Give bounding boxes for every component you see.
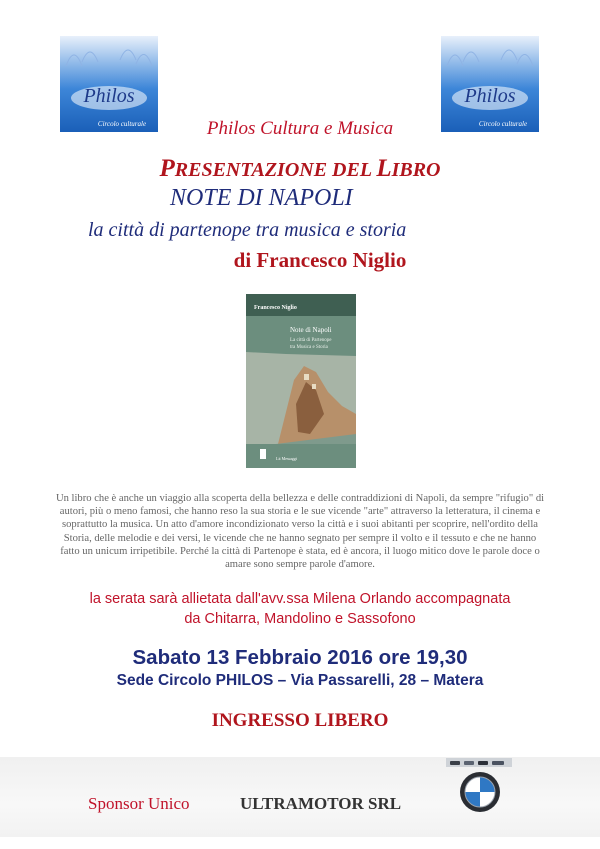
presentation-text-1: RESENTAZIONE DEL [174, 159, 377, 181]
book-author: di Francesco Niglio [233, 248, 407, 272]
organization-name: Philos Cultura e Musica [206, 118, 394, 139]
evening-note [40, 589, 560, 629]
book-description: Un libro che è anche un viaggio alla scoperta della bellezza e delle contraddizioni di Napoli, da sempre "rifugio" di autori, più o meno famosi, che hanno reso la sua storia e le sue vicende "arte" attraverso la letteratura, il cinema e soprattutto la musica. Un atto d'amore incondizionato verso la città e i suoi abitanti per scoprire, nell'ordito della Storia, delle melodie e dei versi, le vicende che ne hanno segnato per sempre il volto e il tessuto e che ne hanno fatto un unicum irripetibile. Perché la città di Partenope è stata, ed è ancora, il luogo mitico dove le parole doce o amare sono sempre parole d'amore. [55, 493, 545, 571]
cover-publisher: Lit Messaggi [276, 456, 297, 461]
event-date: Sabato 13 Febbraio 2016 ore 19,30 [132, 646, 468, 669]
presentation-cap-l: L [376, 155, 392, 182]
book-subtitle: la città di partenope tra musica e storia [88, 219, 407, 241]
sponsor-label: Sponsor Unico [88, 794, 190, 813]
logo-tagline: Circolo culturale [478, 120, 528, 128]
logo-tagline: Circolo culturale [97, 120, 147, 128]
free-entry: INGRESSO LIBERO [211, 710, 389, 731]
presentation-heading [0, 155, 600, 183]
logo-text: Philos [83, 85, 135, 107]
cover-title: Note di Napoli [290, 326, 332, 334]
evening-note-line-2: da Chitarra, Mandolino e Sassofono [184, 611, 416, 627]
presentation-cap-p: P [159, 155, 175, 182]
bmw-logo-icon [444, 758, 516, 814]
book-cover [246, 294, 356, 468]
sponsor-name: ULTRAMOTOR SRL [240, 794, 402, 813]
presentation-text-2: IBRO [391, 159, 441, 181]
cover-subtitle-2: tra Musica e Storia [290, 345, 328, 350]
cover-subtitle-1: La città di Partenope [290, 338, 332, 343]
logo-text: Philos [464, 85, 516, 107]
book-title: NOTE DI NAPOLI [170, 185, 353, 211]
evening-note-line-1: la serata sarà allietata dall'avv.ssa Milena Orlando accompagnata [89, 591, 511, 607]
cover-author: Francesco Niglio [254, 305, 297, 311]
event-venue: Sede Circolo PHILOS – Via Passarelli, 28 – Matera [116, 672, 484, 689]
